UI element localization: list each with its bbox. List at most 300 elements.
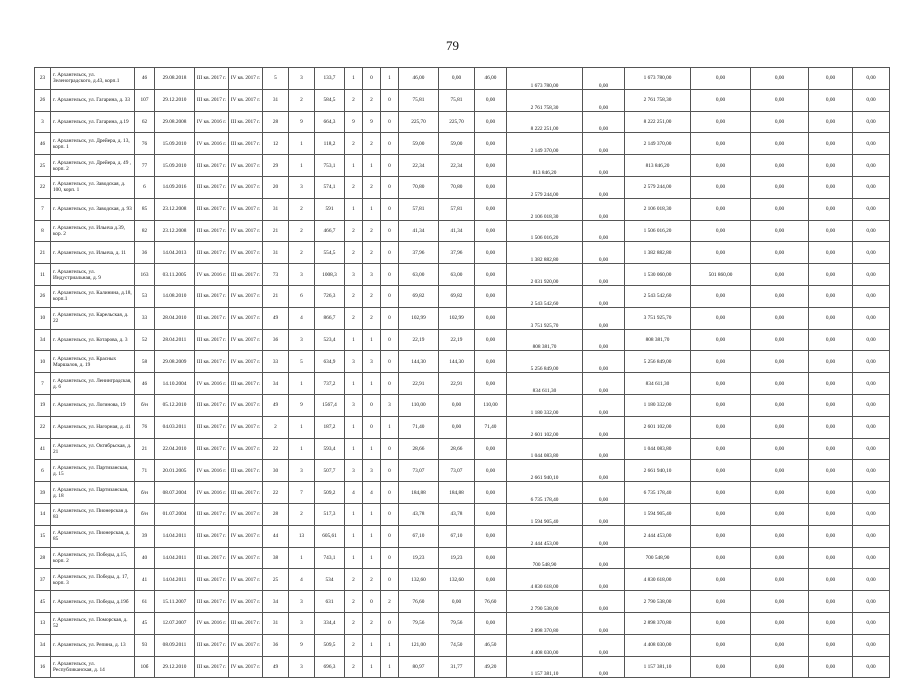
address-cell: г. Архангельск, ул. Калинина, д.18, корп.1 bbox=[51, 285, 135, 307]
area-cell: 631 bbox=[315, 591, 345, 613]
rooms-total-cell: 1 bbox=[345, 68, 363, 90]
rooms-municipal-cell: 1 bbox=[363, 503, 381, 525]
rooms-private-cell: 1 bbox=[381, 416, 399, 438]
residents-cell: 22 bbox=[263, 438, 289, 460]
cost-zero-cell: 0,00 bbox=[583, 460, 625, 482]
rooms-total-cell: 2 bbox=[345, 612, 363, 634]
cost-extra-cell: 0,00 bbox=[691, 416, 751, 438]
area-total-cell: 75,81 bbox=[399, 89, 439, 111]
cost-total-cell: 4 408 030,00 bbox=[507, 634, 583, 656]
rooms-municipal-cell: 3 bbox=[363, 264, 381, 286]
cost-other-a-cell: 0,00 bbox=[751, 242, 809, 264]
cost-other-b-cell: 0,00 bbox=[809, 394, 853, 416]
table-row bbox=[35, 460, 890, 482]
cost-extra-cell: 0,00 bbox=[691, 656, 751, 678]
rooms-private-cell: 0 bbox=[381, 329, 399, 351]
floors-cell: 9 bbox=[289, 111, 315, 133]
table-row bbox=[35, 155, 890, 177]
row-number: 39 bbox=[35, 482, 51, 504]
floors-cell: 1 bbox=[289, 438, 315, 460]
area-total-cell: 22,91 bbox=[399, 373, 439, 395]
cost-other-c-cell: 0,00 bbox=[853, 612, 890, 634]
cost-other-c-cell: 0,00 bbox=[853, 329, 890, 351]
document-date-cell: 14.08.2010 bbox=[155, 285, 195, 307]
cost-other-a-cell: 0,00 bbox=[751, 460, 809, 482]
rooms-private-cell: 0 bbox=[381, 351, 399, 373]
rooms-total-cell: 2 bbox=[345, 285, 363, 307]
cost-extra-cell: 0,00 bbox=[691, 503, 751, 525]
floors-cell: 5 bbox=[289, 351, 315, 373]
cost-extra-cell: 0,00 bbox=[691, 547, 751, 569]
cost-other-a-cell: 0,00 bbox=[751, 634, 809, 656]
document-date-cell: 15.11.2007 bbox=[155, 591, 195, 613]
planned-start-cell: III кв. 2017 г. bbox=[195, 307, 229, 329]
floors-cell: 3 bbox=[289, 176, 315, 198]
residents-cell: 49 bbox=[263, 394, 289, 416]
table-row bbox=[35, 547, 890, 569]
planned-end-cell: III кв. 2017 г. bbox=[229, 373, 263, 395]
area-total-cell: 225,70 bbox=[399, 111, 439, 133]
cost-zero-cell: 0,00 bbox=[583, 242, 625, 264]
document-number-cell: 61 bbox=[135, 591, 155, 613]
table-row bbox=[35, 329, 890, 351]
row-number: 22 bbox=[35, 416, 51, 438]
planned-end-cell: IV кв. 2017 г. bbox=[229, 307, 263, 329]
floors-cell: 1 bbox=[289, 155, 315, 177]
area-total-cell: 57,81 bbox=[399, 198, 439, 220]
cost-other-b-cell: 0,00 bbox=[809, 373, 853, 395]
area-total-cell: 70,80 bbox=[399, 176, 439, 198]
area-total-cell: 80,97 bbox=[399, 656, 439, 678]
cost-municipal-cell: 2 444 453,00 bbox=[625, 525, 691, 547]
residents-cell: 5 bbox=[263, 68, 289, 90]
area-private-cell: 0,00 bbox=[475, 307, 507, 329]
cost-total-cell: 1 382 882,80 bbox=[507, 242, 583, 264]
rooms-total-cell: 2 bbox=[345, 656, 363, 678]
residents-cell: 49 bbox=[263, 307, 289, 329]
rooms-private-cell: 1 bbox=[381, 634, 399, 656]
address-cell: г. Архангельск, ул. Победы, д. 17, корп. 3 bbox=[51, 569, 135, 591]
cost-other-c-cell: 0,00 bbox=[853, 438, 890, 460]
rooms-private-cell: 0 bbox=[381, 569, 399, 591]
document-date-cell: 03.11.2005 bbox=[155, 264, 195, 286]
rooms-private-cell: 1 bbox=[381, 68, 399, 90]
area-total-cell: 76,60 bbox=[399, 591, 439, 613]
cost-other-b-cell: 0,00 bbox=[809, 68, 853, 90]
document-date-cell: 14.04.2011 bbox=[155, 547, 195, 569]
planned-end-cell: IV кв. 2017 г. bbox=[229, 351, 263, 373]
cost-other-a-cell: 0,00 bbox=[751, 656, 809, 678]
rooms-municipal-cell: 1 bbox=[363, 155, 381, 177]
cost-other-b-cell: 0,00 bbox=[809, 176, 853, 198]
residents-cell: 44 bbox=[263, 525, 289, 547]
document-date-cell: 12.07.2007 bbox=[155, 612, 195, 634]
rooms-private-cell: 0 bbox=[381, 612, 399, 634]
document-number-cell: 76 bbox=[135, 133, 155, 155]
cost-extra-cell: 0,00 bbox=[691, 133, 751, 155]
planned-end-cell: IV кв. 2017 г. bbox=[229, 569, 263, 591]
cost-other-a-cell: 0,00 bbox=[751, 525, 809, 547]
cost-extra-cell: 0,00 bbox=[691, 482, 751, 504]
cost-other-c-cell: 0,00 bbox=[853, 155, 890, 177]
area-municipal-cell: 69,82 bbox=[439, 285, 475, 307]
row-number: 21 bbox=[35, 242, 51, 264]
cost-zero-cell: 0,00 bbox=[583, 547, 625, 569]
cost-other-b-cell: 0,00 bbox=[809, 569, 853, 591]
residents-cell: 12 bbox=[263, 133, 289, 155]
area-cell: 753,1 bbox=[315, 155, 345, 177]
table-row bbox=[35, 482, 890, 504]
row-number: 15 bbox=[35, 525, 51, 547]
cost-municipal-cell: 1 506 016,20 bbox=[625, 220, 691, 242]
rooms-private-cell: 0 bbox=[381, 373, 399, 395]
rooms-municipal-cell: 2 bbox=[363, 220, 381, 242]
rooms-municipal-cell: 1 bbox=[363, 634, 381, 656]
document-number-cell: 10б bbox=[135, 656, 155, 678]
cost-other-b-cell: 0,00 bbox=[809, 285, 853, 307]
document-date-cell: 08.09.2011 bbox=[155, 634, 195, 656]
cost-other-a-cell: 0,00 bbox=[751, 155, 809, 177]
floors-cell: 1 bbox=[289, 547, 315, 569]
row-number: 26 bbox=[35, 89, 51, 111]
rooms-private-cell: 0 bbox=[381, 307, 399, 329]
document-date-cell: 08.07.2004 bbox=[155, 482, 195, 504]
planned-start-cell: III кв. 2017 г. bbox=[195, 503, 229, 525]
planned-end-cell: IV кв. 2017 г. bbox=[229, 198, 263, 220]
document-number-cell: б/н bbox=[135, 394, 155, 416]
cost-other-a-cell: 0,00 bbox=[751, 264, 809, 286]
cost-total-cell: 2 898 370,80 bbox=[507, 612, 583, 634]
area-private-cell: 0,00 bbox=[475, 264, 507, 286]
cost-municipal-cell: 3 751 925,70 bbox=[625, 307, 691, 329]
planned-start-cell: III кв. 2017 г. bbox=[195, 176, 229, 198]
cost-zero-cell: 0,00 bbox=[583, 68, 625, 90]
document-number-cell: 52 bbox=[135, 329, 155, 351]
table-row bbox=[35, 111, 890, 133]
area-total-cell: 73,07 bbox=[399, 460, 439, 482]
cost-zero-cell: 0,00 bbox=[583, 569, 625, 591]
document-number-cell: 36 bbox=[135, 242, 155, 264]
rooms-total-cell: 3 bbox=[345, 394, 363, 416]
cost-extra-cell: 0,00 bbox=[691, 285, 751, 307]
rooms-municipal-cell: 3 bbox=[363, 351, 381, 373]
cost-total-cell: 1 673 780,00 bbox=[507, 68, 583, 90]
cost-other-a-cell: 0,00 bbox=[751, 612, 809, 634]
address-cell: г. Архангельск, ул. Котарова, д. 3 bbox=[51, 329, 135, 351]
cost-other-a-cell: 0,00 bbox=[751, 591, 809, 613]
cost-municipal-cell: 1 673 780,00 bbox=[625, 68, 691, 90]
address-cell: г. Архангельск, ул. Партизанская, д. 18 bbox=[51, 482, 135, 504]
rooms-municipal-cell: 1 bbox=[363, 547, 381, 569]
cost-other-b-cell: 0,00 bbox=[809, 307, 853, 329]
planned-end-cell: IV кв. 2017 г. bbox=[229, 634, 263, 656]
floors-cell: 3 bbox=[289, 612, 315, 634]
cost-other-a-cell: 0,00 bbox=[751, 133, 809, 155]
rooms-total-cell: 1 bbox=[345, 373, 363, 395]
residents-cell: 36 bbox=[263, 329, 289, 351]
cost-zero-cell: 0,00 bbox=[583, 89, 625, 111]
area-municipal-cell: 22,19 bbox=[439, 329, 475, 351]
area-total-cell: 184,88 bbox=[399, 482, 439, 504]
cost-zero-cell: 0,00 bbox=[583, 155, 625, 177]
rooms-municipal-cell: 2 bbox=[363, 569, 381, 591]
address-cell: г. Архангельск, ул. Индустриальная, д. 9 bbox=[51, 264, 135, 286]
table-row bbox=[35, 133, 890, 155]
cost-municipal-cell: 8 222 251,00 bbox=[625, 111, 691, 133]
row-number: 25 bbox=[35, 155, 51, 177]
cost-municipal-cell: 2 149 370,00 bbox=[625, 133, 691, 155]
cost-zero-cell: 0,00 bbox=[583, 111, 625, 133]
area-cell: 584,5 bbox=[315, 89, 345, 111]
cost-other-a-cell: 0,00 bbox=[751, 416, 809, 438]
address-cell: г. Архангельск, ул. Ильича д.39, кор. 2 bbox=[51, 220, 135, 242]
planned-start-cell: III кв. 2017 г. bbox=[195, 591, 229, 613]
cost-other-b-cell: 0,00 bbox=[809, 503, 853, 525]
table-row bbox=[35, 220, 890, 242]
area-cell: 593,4 bbox=[315, 438, 345, 460]
document-number-cell: 6 bbox=[135, 176, 155, 198]
cost-extra-cell: 0,00 bbox=[691, 460, 751, 482]
cost-extra-cell: 0,00 bbox=[691, 634, 751, 656]
cost-other-a-cell: 0,00 bbox=[751, 285, 809, 307]
area-private-cell: 0,00 bbox=[475, 89, 507, 111]
cost-other-b-cell: 0,00 bbox=[809, 220, 853, 242]
rooms-private-cell: 0 bbox=[381, 525, 399, 547]
cost-total-cell: 1 157 381,10 bbox=[507, 656, 583, 678]
rooms-municipal-cell: 0 bbox=[363, 416, 381, 438]
area-municipal-cell: 74,50 bbox=[439, 634, 475, 656]
table-row bbox=[35, 503, 890, 525]
cost-other-a-cell: 0,00 bbox=[751, 307, 809, 329]
rooms-total-cell: 2 bbox=[345, 133, 363, 155]
cost-total-cell: 4 830 618,00 bbox=[507, 569, 583, 591]
row-number: 19 bbox=[35, 394, 51, 416]
document-date-cell: 29.08.2008 bbox=[155, 111, 195, 133]
planned-start-cell: III кв. 2017 г. bbox=[195, 569, 229, 591]
rooms-municipal-cell: 0 bbox=[363, 68, 381, 90]
planned-start-cell: IV кв. 2016 г. bbox=[195, 111, 229, 133]
cost-total-cell: 700 548,90 bbox=[507, 547, 583, 569]
cost-extra-cell: 0,00 bbox=[691, 438, 751, 460]
document-number-cell: 85 bbox=[135, 198, 155, 220]
row-number: 45 bbox=[35, 591, 51, 613]
area-cell: 605,61 bbox=[315, 525, 345, 547]
cost-municipal-cell: 2 790 538,00 bbox=[625, 591, 691, 613]
cost-municipal-cell: 834 611,30 bbox=[625, 373, 691, 395]
residents-cell: 34 bbox=[263, 591, 289, 613]
document-date-cell: 14.09.2016 bbox=[155, 176, 195, 198]
address-cell: г. Архангельск, ул. Победы, д.19б bbox=[51, 591, 135, 613]
table-row bbox=[35, 438, 890, 460]
area-private-cell: 46,50 bbox=[475, 634, 507, 656]
area-municipal-cell: 0,00 bbox=[439, 416, 475, 438]
rooms-municipal-cell: 2 bbox=[363, 89, 381, 111]
table-row bbox=[35, 307, 890, 329]
document-number-cell: 62 bbox=[135, 111, 155, 133]
cost-total-cell: 2 761 758,30 bbox=[507, 89, 583, 111]
area-private-cell: 0,00 bbox=[475, 220, 507, 242]
cost-other-c-cell: 0,00 bbox=[853, 351, 890, 373]
rooms-municipal-cell: 2 bbox=[363, 285, 381, 307]
row-number: 7 bbox=[35, 373, 51, 395]
rooms-total-cell: 3 bbox=[345, 264, 363, 286]
document-date-cell: 29.08.2009 bbox=[155, 351, 195, 373]
floors-cell: 2 bbox=[289, 198, 315, 220]
area-cell: 664,3 bbox=[315, 111, 345, 133]
cost-other-c-cell: 0,00 bbox=[853, 394, 890, 416]
address-cell: г. Архангельск, ул. Ильича, д. 11 bbox=[51, 242, 135, 264]
area-cell: 507,7 bbox=[315, 460, 345, 482]
document-number-cell: 76 bbox=[135, 416, 155, 438]
row-number: 10 bbox=[35, 351, 51, 373]
area-private-cell: 0,00 bbox=[475, 525, 507, 547]
cost-municipal-cell: 1 157 381,10 bbox=[625, 656, 691, 678]
area-total-cell: 28,66 bbox=[399, 438, 439, 460]
planned-end-cell: IV кв. 2017 г. bbox=[229, 503, 263, 525]
document-date-cell: 28.04.2010 bbox=[155, 307, 195, 329]
address-cell: г. Архангельск, ул. Поморская, д. 52 bbox=[51, 612, 135, 634]
cost-total-cell: 2 444 453,00 bbox=[507, 525, 583, 547]
document-number-cell: 33 bbox=[135, 307, 155, 329]
row-number: 34 bbox=[35, 634, 51, 656]
cost-other-c-cell: 0,00 bbox=[853, 198, 890, 220]
cost-municipal-cell: 2 106 018,30 bbox=[625, 198, 691, 220]
rooms-municipal-cell: 2 bbox=[363, 176, 381, 198]
area-private-cell: 0,00 bbox=[475, 482, 507, 504]
area-private-cell: 0,00 bbox=[475, 569, 507, 591]
cost-total-cell: 2 790 538,00 bbox=[507, 591, 583, 613]
residents-cell: 36 bbox=[263, 634, 289, 656]
area-municipal-cell: 75,81 bbox=[439, 89, 475, 111]
document-date-cell: 29.12.2010 bbox=[155, 656, 195, 678]
cost-zero-cell: 0,00 bbox=[583, 525, 625, 547]
table-row bbox=[35, 569, 890, 591]
area-private-cell: 0,00 bbox=[475, 612, 507, 634]
residents-cell: 29 bbox=[263, 155, 289, 177]
table-row bbox=[35, 394, 890, 416]
planned-start-cell: III кв. 2017 г. bbox=[195, 89, 229, 111]
row-number: 26 bbox=[35, 285, 51, 307]
table-row bbox=[35, 416, 890, 438]
document-number-cell: 77 bbox=[135, 155, 155, 177]
area-municipal-cell: 132,60 bbox=[439, 569, 475, 591]
area-municipal-cell: 70,80 bbox=[439, 176, 475, 198]
cost-other-b-cell: 0,00 bbox=[809, 438, 853, 460]
area-cell: 554,5 bbox=[315, 242, 345, 264]
rooms-municipal-cell: 0 bbox=[363, 394, 381, 416]
area-total-cell: 132,60 bbox=[399, 569, 439, 591]
area-private-cell: 0,00 bbox=[475, 503, 507, 525]
floors-cell: 1 bbox=[289, 373, 315, 395]
cost-zero-cell: 0,00 bbox=[583, 503, 625, 525]
rooms-municipal-cell: 4 bbox=[363, 482, 381, 504]
rooms-total-cell: 9 bbox=[345, 111, 363, 133]
planned-end-cell: IV кв. 2017 г. bbox=[229, 176, 263, 198]
residents-cell: 20 bbox=[263, 176, 289, 198]
document-number-cell: б/н bbox=[135, 482, 155, 504]
rooms-private-cell: 3 bbox=[381, 394, 399, 416]
cost-zero-cell: 0,00 bbox=[583, 612, 625, 634]
residents-cell: 28 bbox=[263, 111, 289, 133]
document-date-cell: 29.08.2018 bbox=[155, 68, 195, 90]
area-private-cell: 0,00 bbox=[475, 460, 507, 482]
cost-extra-cell: 0,00 bbox=[691, 198, 751, 220]
table-row bbox=[35, 351, 890, 373]
address-cell: г. Архангельск, ул. Республиканская, д. 14 bbox=[51, 656, 135, 678]
cost-other-b-cell: 0,00 bbox=[809, 460, 853, 482]
planned-end-cell: III кв. 2017 г. bbox=[229, 133, 263, 155]
planned-end-cell: IV кв. 2017 г. bbox=[229, 329, 263, 351]
cost-zero-cell: 0,00 bbox=[583, 285, 625, 307]
area-total-cell: 102,99 bbox=[399, 307, 439, 329]
cost-municipal-cell: 2 761 758,30 bbox=[625, 89, 691, 111]
rooms-municipal-cell: 1 bbox=[363, 656, 381, 678]
cost-other-c-cell: 0,00 bbox=[853, 656, 890, 678]
cost-other-c-cell: 0,00 bbox=[853, 242, 890, 264]
document-number-cell: 163 bbox=[135, 264, 155, 286]
table-row bbox=[35, 591, 890, 613]
address-cell: г. Архангельск, ул. Заводская, д. 93 bbox=[51, 198, 135, 220]
address-cell: г. Архангельск, ул. Победы, д.15, корп. 2 bbox=[51, 547, 135, 569]
document-number-cell: 82 bbox=[135, 220, 155, 242]
area-cell: 133,7 bbox=[315, 68, 345, 90]
cost-extra-cell: 0,00 bbox=[691, 591, 751, 613]
area-cell: 118,2 bbox=[315, 133, 345, 155]
address-cell: г. Архангельск, ул. Логинова, 19 bbox=[51, 394, 135, 416]
floors-cell: 3 bbox=[289, 68, 315, 90]
cost-municipal-cell: 2 661 940,10 bbox=[625, 460, 691, 482]
rooms-total-cell: 2 bbox=[345, 569, 363, 591]
cost-other-c-cell: 0,00 bbox=[853, 460, 890, 482]
cost-zero-cell: 0,00 bbox=[583, 394, 625, 416]
address-cell: г. Архангельск, ул. Октябрьская, д. 21 bbox=[51, 438, 135, 460]
area-private-cell: 0,00 bbox=[475, 242, 507, 264]
cost-zero-cell: 0,00 bbox=[583, 656, 625, 678]
table-row bbox=[35, 634, 890, 656]
planned-end-cell: IV кв. 2017 г. bbox=[229, 242, 263, 264]
cost-other-c-cell: 0,00 bbox=[853, 569, 890, 591]
cost-other-a-cell: 0,00 bbox=[751, 198, 809, 220]
area-private-cell: 0,00 bbox=[475, 198, 507, 220]
document-date-cell: 29.12.2010 bbox=[155, 89, 195, 111]
area-total-cell: 144,30 bbox=[399, 351, 439, 373]
address-cell: г. Архангельск, ул. Пионерская, д. 85 bbox=[51, 525, 135, 547]
planned-start-cell: III кв. 2017 г. bbox=[195, 351, 229, 373]
row-number: 8 bbox=[35, 220, 51, 242]
cost-municipal-cell: 700 548,90 bbox=[625, 547, 691, 569]
row-number: 34 bbox=[35, 329, 51, 351]
table-row bbox=[35, 656, 890, 678]
cost-total-cell: 808 381,70 bbox=[507, 329, 583, 351]
planned-end-cell: III кв. 2017 г. bbox=[229, 460, 263, 482]
planned-end-cell: IV кв. 2017 г. bbox=[229, 416, 263, 438]
area-municipal-cell: 57,81 bbox=[439, 198, 475, 220]
rooms-private-cell: 0 bbox=[381, 547, 399, 569]
address-cell: г. Архангельск, ул. Ленинградская, д. 6 bbox=[51, 373, 135, 395]
area-total-cell: 59,00 bbox=[399, 133, 439, 155]
cost-other-c-cell: 0,00 bbox=[853, 503, 890, 525]
cost-zero-cell: 0,00 bbox=[583, 351, 625, 373]
cost-municipal-cell: 6 735 178,40 bbox=[625, 482, 691, 504]
rooms-total-cell: 2 bbox=[345, 591, 363, 613]
row-number: 3 bbox=[35, 111, 51, 133]
cost-municipal-cell: 1 044 083,80 bbox=[625, 438, 691, 460]
area-cell: 866,7 bbox=[315, 307, 345, 329]
floors-cell: 2 bbox=[289, 242, 315, 264]
cost-total-cell: 2 579 244,00 bbox=[507, 176, 583, 198]
rooms-total-cell: 2 bbox=[345, 176, 363, 198]
row-number: 13 bbox=[35, 612, 51, 634]
